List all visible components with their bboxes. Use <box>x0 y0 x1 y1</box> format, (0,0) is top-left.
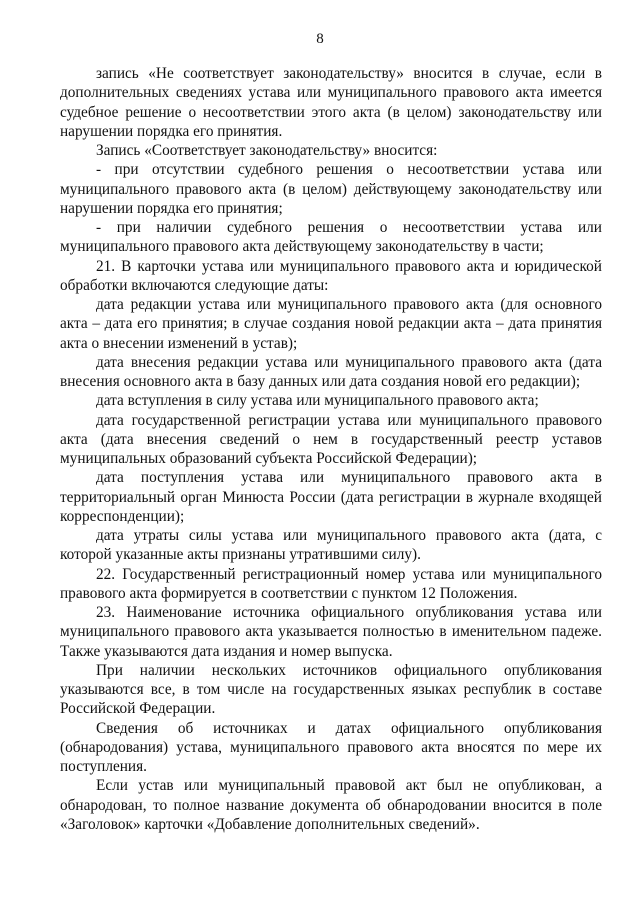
paragraph-3: - при отсутствии судебного решения о несоответствии устава или муниципального правового акта (в целом) действующему законодательству или нарушении порядка его принятия; <box>60 161 602 217</box>
paragraph-15: Сведения об источниках и датах официального опубликования (обнародования) устава, муниципального правового акта вносятся по мере их поступления. <box>60 719 602 775</box>
paragraph-9: дата государственной регистрации устава или муниципального правового акта (дата внесения сведений о нем в государственный реестр уставов муниципальных образований субъекта Российской Федерации); <box>60 411 602 467</box>
paragraph-13: 23. Наименование источника официального опубликования устава или муниципального правового акта указывается полностью в именительном падеже. Также указываются дата издания и номер выпуска. <box>60 604 602 660</box>
page-number: 8 <box>316 31 324 47</box>
paragraph-2: Запись «Соответствует законодательству» вносится: <box>96 142 438 159</box>
paragraph-12: 22. Государственный регистрационный номер устава или муниципального правового акта формируется в соответствии с пунктом 12 Положения. <box>60 565 602 602</box>
paragraph-1: запись «Не соответствует законодательству» вносится в случае, если в дополнительных сведениях устава или муниципального правового акта имеется судебное решение о несоответствии этого акта (в целом) законодательству или нарушении порядка его принятия. <box>60 65 602 140</box>
paragraph-5: 21. В карточки устава или муниципального правового акта и юридической обработки включаются следующие даты: <box>60 257 602 294</box>
paragraph-10: дата поступления устава или муниципального правового акта в территориальный орган Минюста России (дата регистрации в журнале входящей корреспонденции); <box>60 469 602 525</box>
paragraph-8: дата вступления в силу устава или муниципального правового акта; <box>96 392 539 410</box>
paragraph-11: дата утраты силы устава или муниципального правового акта (дата, с которой указанные акты признаны утратившими силу). <box>60 527 602 564</box>
paragraph-14: При наличии нескольких источников официального опубликования указываются все, в том числе на государственных языках республик в составе Российской Федерации. <box>60 661 602 718</box>
paragraph-4: - при наличии судебного решения о несоответствии устава или муниципального правового акта действующему законодательству в части; <box>60 219 602 256</box>
paragraph-16: Если устав или муниципальный правовой акт был не опубликован, а обнародован, то полное название документа об обнародовании вносится в поле «Заголовок» карточки «Добавление дополнительных сведений». <box>60 777 602 833</box>
document-body <box>60 64 602 834</box>
paragraph-6: дата редакции устава или муниципального правового акта (для основного акта – дата его принятия; в случае создания новой редакции акта – дата принятия акта о внесении изменений в устав); <box>60 296 602 352</box>
paragraph-7: дата внесения редакции устава или муниципального правового акта (дата внесения основного акта в базу данных или дата создания новой его редакции); <box>60 353 602 390</box>
